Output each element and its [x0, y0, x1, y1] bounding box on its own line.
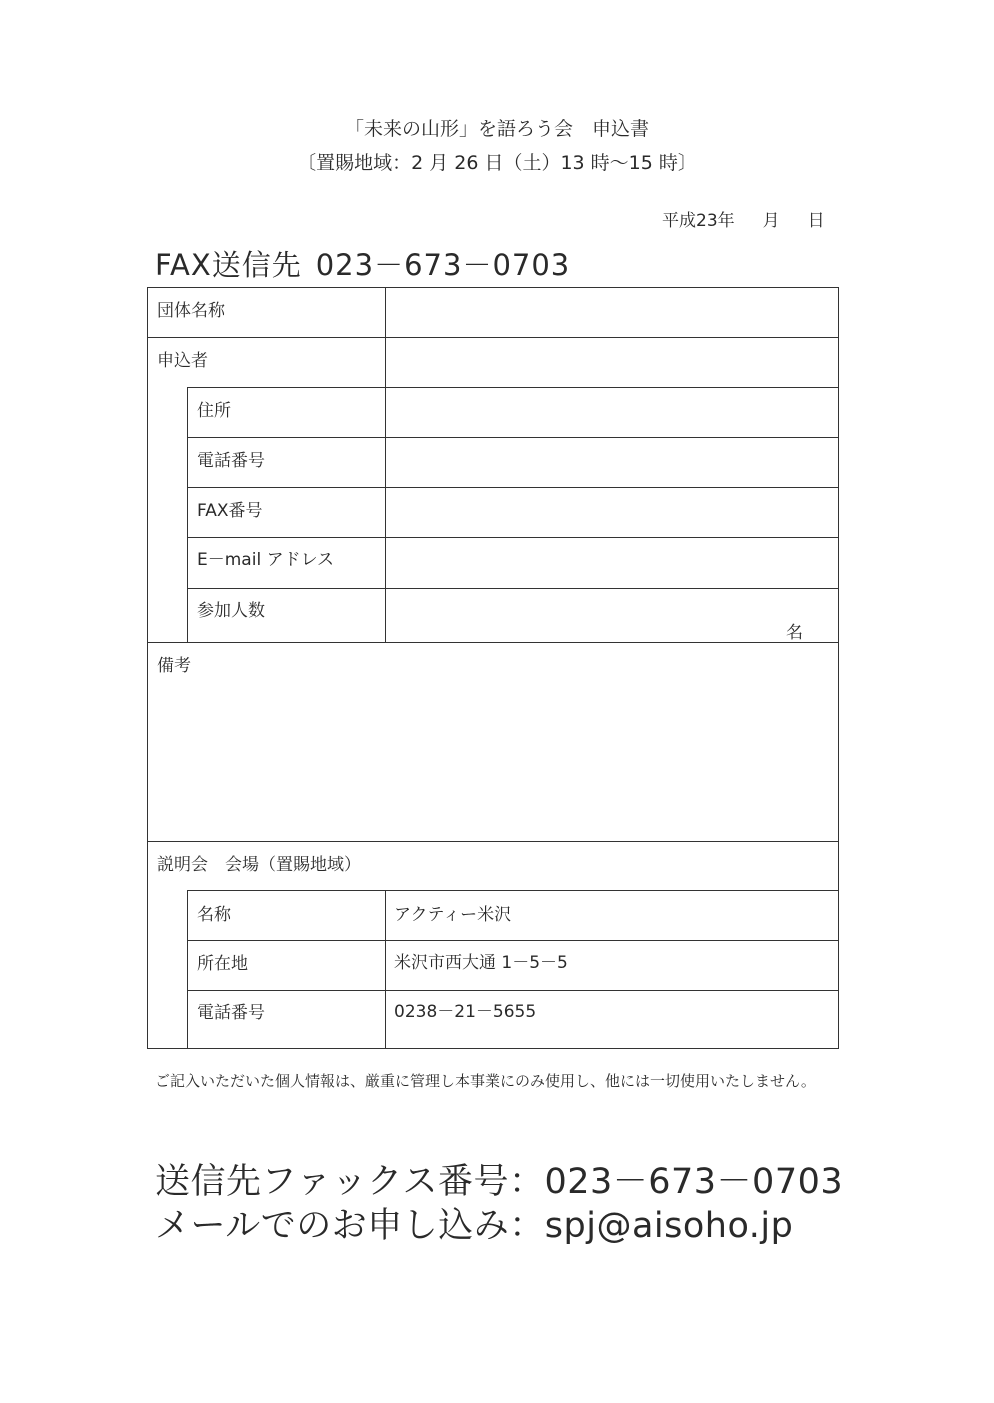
- venue-address-label: 所在地: [197, 954, 248, 974]
- form-rule: [147, 642, 839, 643]
- form-rule: [187, 537, 839, 538]
- group-name-label: 団体名称: [157, 301, 225, 321]
- venue-phone-label: 電話番号: [197, 1003, 265, 1023]
- event-schedule: 〔置賜地域：2 月 26 日（土）13 時〜15 時〕: [297, 152, 697, 174]
- application-form: [147, 287, 839, 1049]
- venue-address-value: 米沢市西大通 1－5－5: [394, 953, 568, 973]
- form-indent-line: [187, 387, 188, 642]
- venue-indent-line: [187, 890, 188, 1049]
- venue-rule: [187, 890, 839, 891]
- form-rule: [147, 337, 839, 338]
- fax-destination-label: FAX送信先: [155, 248, 302, 282]
- date-era: 平成23年: [662, 211, 735, 231]
- email-label: E－mail アドレス: [197, 550, 335, 570]
- applicant-label: 申込者: [157, 351, 208, 371]
- footer-fax-line: 送信先ファックス番号：023－673－0703: [155, 1162, 844, 1202]
- venue-name-label: 名称: [197, 905, 231, 925]
- form-title: 「未来の山形」を語ろう会 申込書: [344, 118, 649, 140]
- fax-destination-number: 023－673－0703: [315, 248, 571, 282]
- venue-rule: [187, 990, 839, 991]
- venue-divider: [385, 890, 386, 1049]
- participants-label: 参加人数: [197, 601, 265, 621]
- form-rule: [187, 437, 839, 438]
- venue-rule: [187, 940, 839, 941]
- date-month: 月: [762, 211, 780, 231]
- form-rule: [147, 841, 839, 842]
- privacy-notice: ご記入いただいた個人情報は、厳重に管理し本事業にのみ使用し、他には一切使用いたしません。: [155, 1072, 816, 1090]
- venue-heading: 説明会 会場（置賜地域）: [157, 855, 361, 875]
- footer-mail-line: メールでのお申し込み：spj@aisoho.jp: [155, 1206, 794, 1246]
- date-day: 日: [807, 211, 825, 231]
- participants-unit: 名: [786, 623, 803, 643]
- fax-destination: [155, 243, 570, 284]
- phone-label: 電話番号: [197, 451, 265, 471]
- address-label: 住所: [197, 401, 231, 421]
- remarks-label: 備考: [157, 656, 191, 676]
- form-rule: [187, 588, 839, 589]
- form-rule: [187, 487, 839, 488]
- date-line: [662, 206, 825, 231]
- venue-name-value: アクティー米沢: [394, 905, 512, 925]
- venue-phone-value: 0238－21－5655: [394, 1002, 537, 1022]
- form-rule: [187, 387, 839, 388]
- fax-number-label: FAX番号: [197, 501, 263, 521]
